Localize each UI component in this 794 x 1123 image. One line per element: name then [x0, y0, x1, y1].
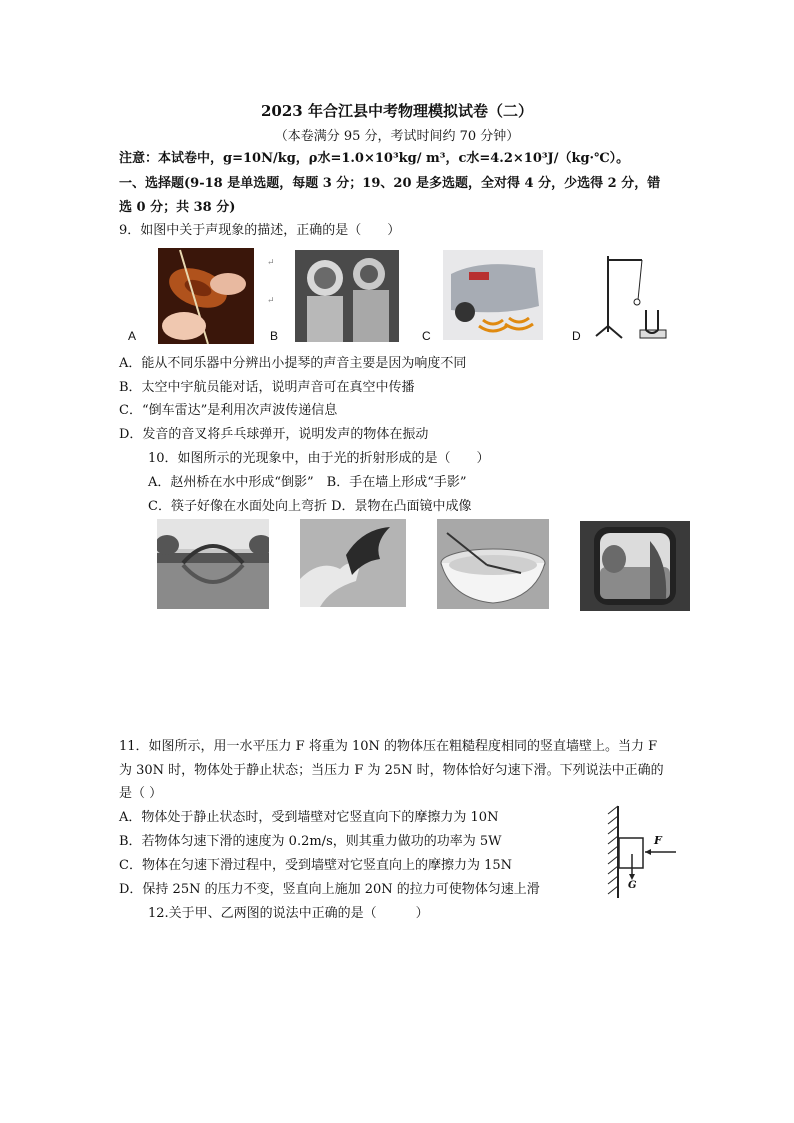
q11-option-d: D．保持 25N 的压力不变，竖直向上施加 20N 的拉力可使物体匀速上滑 [119, 882, 540, 897]
q9-option-c: C．“倒车雷达”是利用次声波传递信息 [119, 403, 338, 418]
force-f-label: F [654, 834, 662, 847]
exam-note: 注意：本试卷中，g=10N/kg，ρ水=1.0×10³kg/ m³，c水=4.2×10³J/（kg·℃）。 [119, 151, 630, 166]
q10-image-convex-mirror [580, 521, 690, 611]
exam-title: 2023 年合江县中考物理模拟试卷（二） [261, 102, 533, 120]
q11-stem-line1: 11．如图所示，用一水平压力 F 将重为 10N 的物体压在粗糙程度相同的竖直墙壁上。当力 F [119, 739, 658, 754]
section-intro-line2: 选 0 分；共 38 分) [119, 200, 236, 215]
q9-label-b: B [270, 329, 279, 343]
q11-option-c: C．物体在匀速下滑过程中，受到墙壁对它竖直向上的摩擦力为 15N [119, 858, 512, 873]
q11-stem-line2: 为 30N 时，物体处于静止状态；当压力 F 为 25N 时，物体恰好匀速下滑。下列说法中正确的 [119, 763, 664, 778]
q10-options-line1: A．赵州桥在水中形成“倒影” B．手在墙上形成“手影” [148, 475, 467, 490]
q10-options-line2: C．筷子好像在水面处向上弯折 D．景物在凸面镜中成像 [148, 499, 472, 514]
q10-image-hand-shadow [300, 519, 406, 607]
q10-image-bridge [157, 519, 269, 609]
q9-image-tuning-fork [592, 250, 672, 342]
q12-stem: 12.关于甲、乙两图的说法中正确的是（ ） [148, 906, 429, 921]
q9-label-a: A [128, 329, 137, 343]
q9-option-a: A．能从不同乐器中分辨出小提琴的声音主要是因为响度不同 [119, 356, 467, 371]
q9-image-astronauts [295, 250, 399, 342]
q11-option-b: B．若物体匀速下滑的速度为 0.2m/s，则其重力做功的功率为 5W [119, 834, 502, 849]
exam-subtitle: （本卷满分 95 分，考试时间约 70 分钟） [274, 129, 520, 144]
return-mark: ↵ [267, 296, 275, 306]
q11-stem-line3: 是（ ） [119, 786, 163, 801]
q9-option-b: B．太空中宇航员能对话，说明声音可在真空中传播 [119, 380, 415, 395]
q11-option-a: A．物体处于静止状态时，受到墙壁对它竖直向下的摩擦力为 10N [119, 810, 499, 825]
q10-image-chopsticks-bowl [437, 519, 549, 609]
q9-stem: 9．如图中关于声现象的描述，正确的是（ ） [119, 223, 401, 238]
q9-image-car-radar [443, 250, 543, 340]
q9-image-violin [158, 248, 254, 344]
gravity-g-label: G [628, 880, 637, 891]
section-intro-line1: 一、选择题(9-18 是单选题，每题 3 分；19、20 是多选题，全对得 4 分，少选得 2 分，错 [119, 176, 661, 191]
q9-option-d: D．发音的音叉将乒乓球弹开，说明发声的物体在振动 [119, 427, 429, 442]
q10-stem: 10．如图所示的光现象中，由于光的折射形成的是（ ） [148, 451, 490, 466]
q9-label-d: D [572, 329, 581, 343]
return-mark: ↵ [267, 258, 275, 268]
q11-wall-diagram [604, 804, 684, 900]
q9-label-c: C [422, 329, 431, 343]
